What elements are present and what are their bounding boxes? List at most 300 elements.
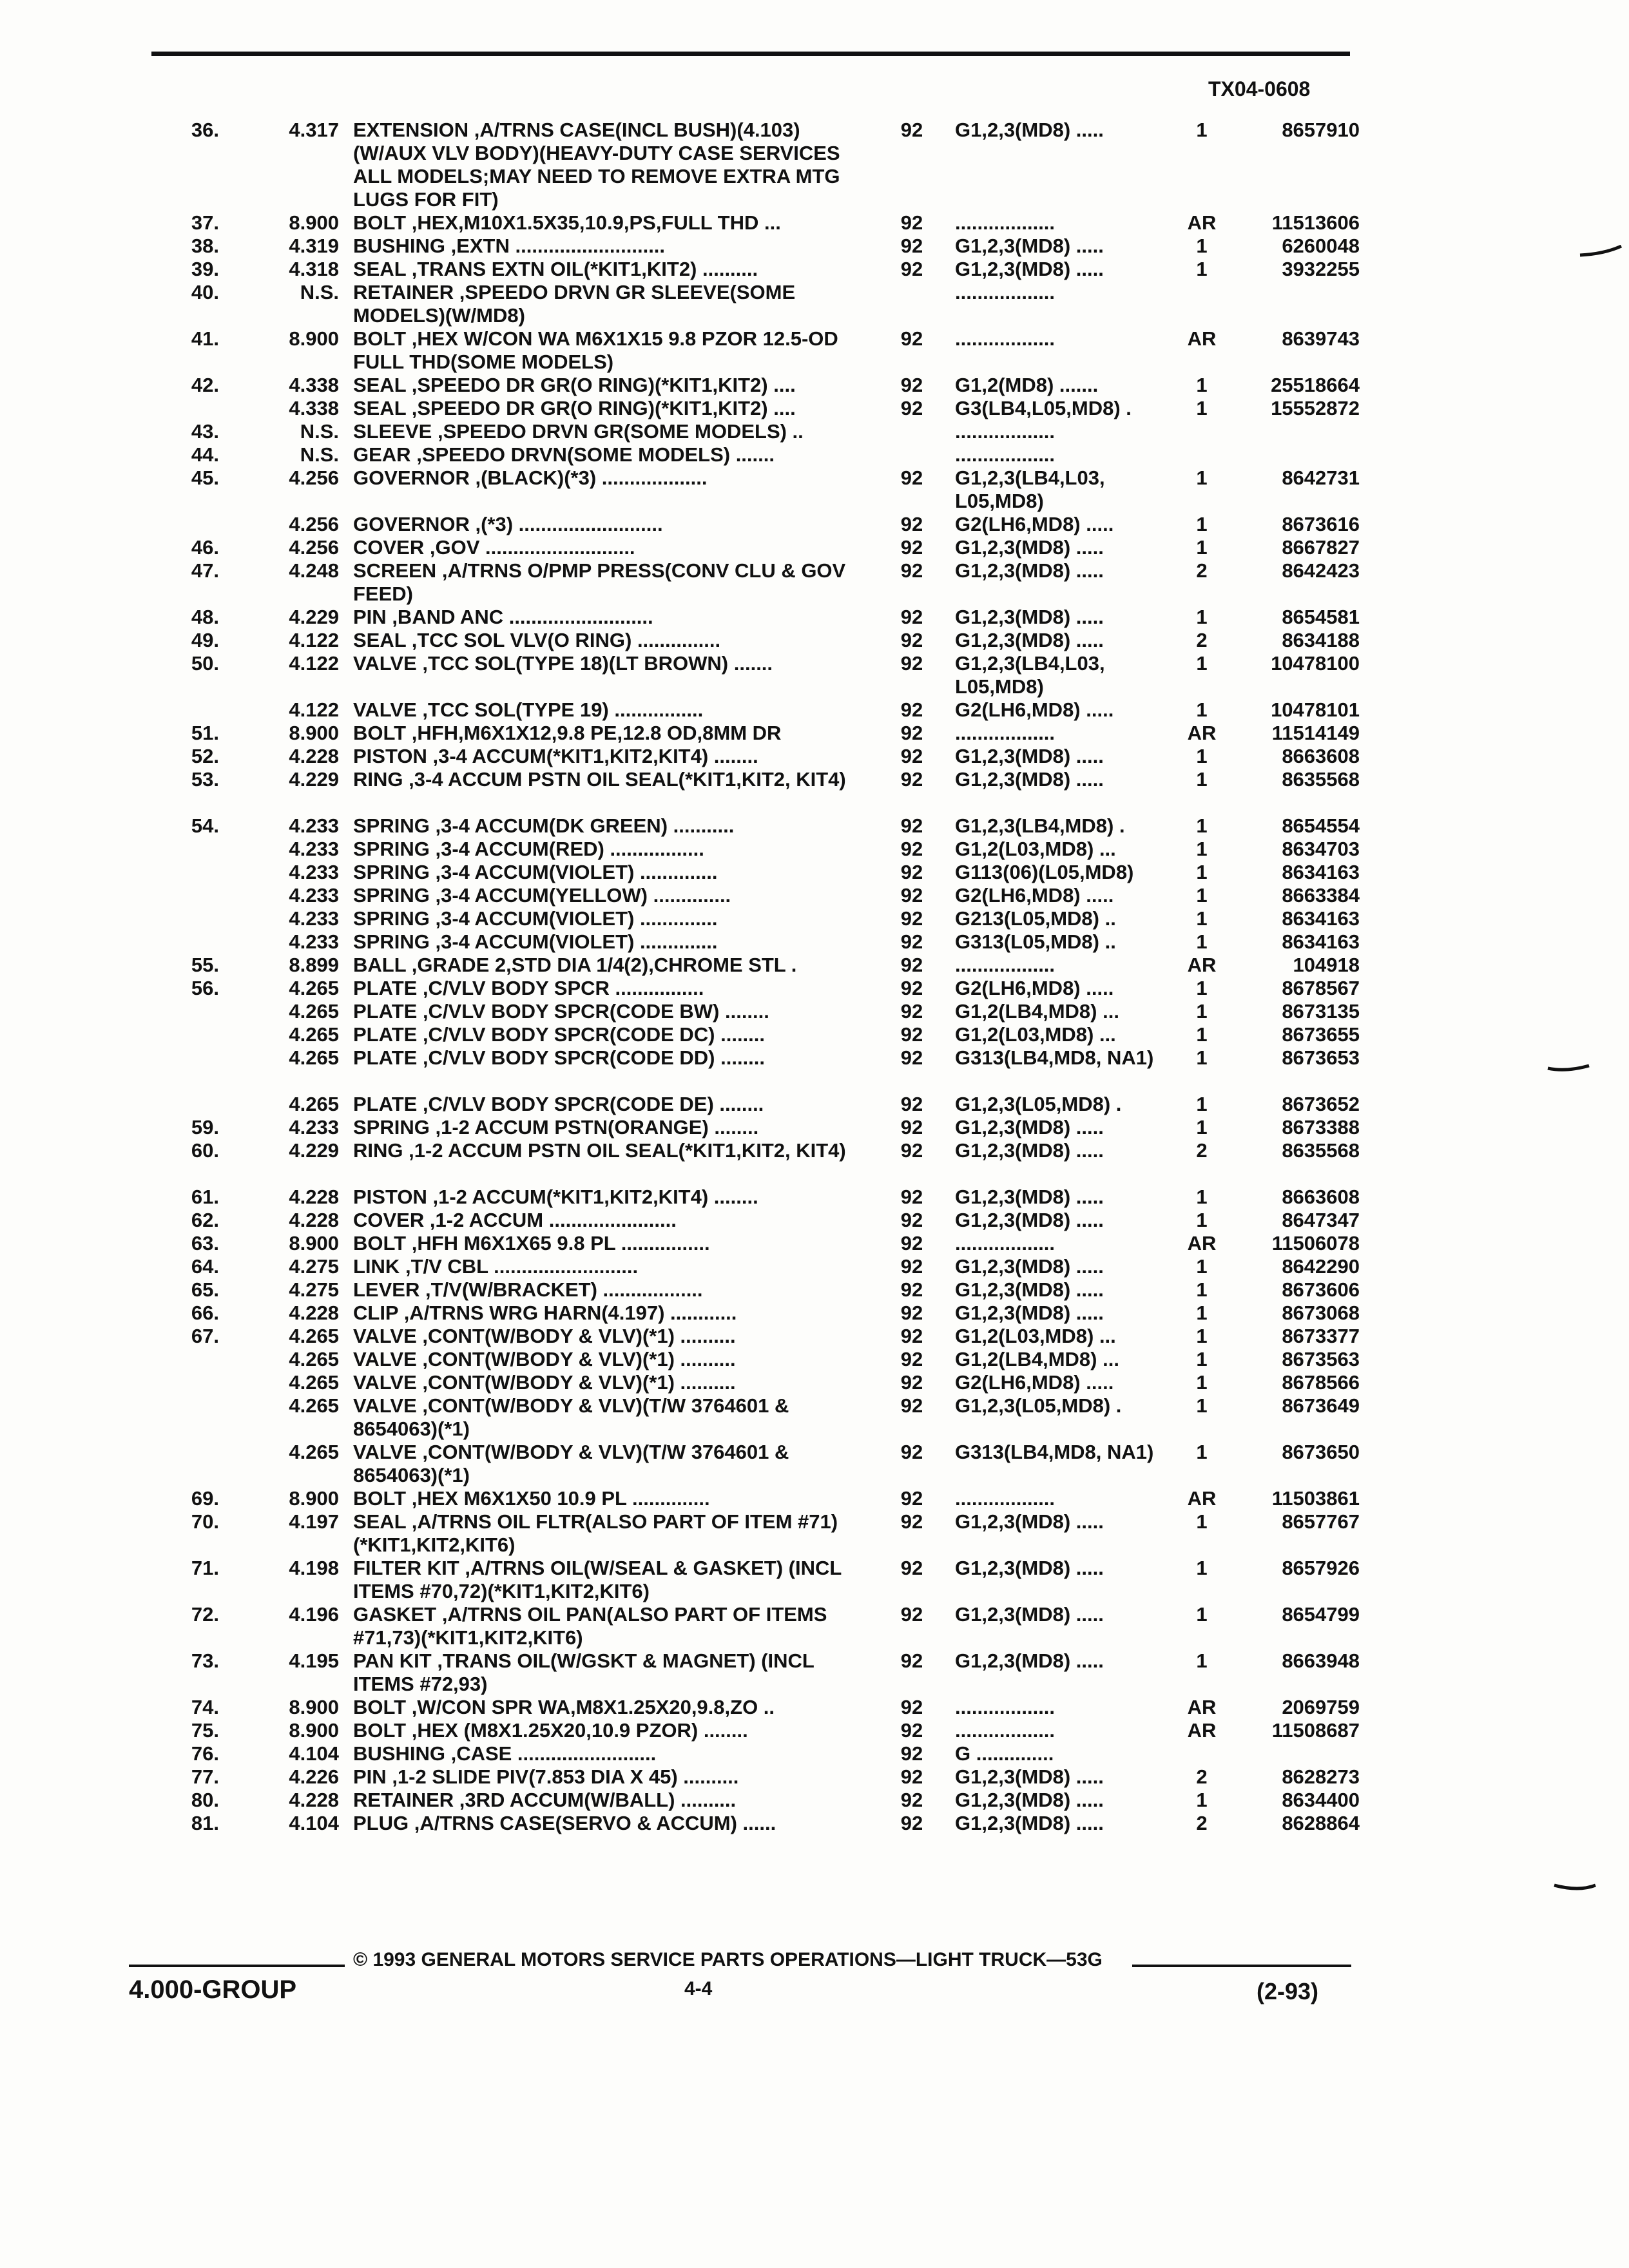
part-number: 8654554	[1282, 814, 1360, 837]
part-number: 8647347	[1282, 1209, 1360, 1231]
group-number: 4.265	[289, 1371, 339, 1394]
item-number: 42.	[191, 374, 219, 396]
part-number: 11513606	[1271, 211, 1360, 234]
model-year: 92	[900, 1649, 923, 1672]
quantity: 1	[1196, 745, 1208, 767]
part-description: ,3-4 ACCUM(RED) .................	[435, 838, 704, 860]
part-description: ,1-2 SLIDE PIV(7.853 DIA X 45) ..........	[392, 1765, 739, 1788]
part-description: ,3-4 ACCUM(*KIT1,KIT2,KIT4) ........	[432, 745, 758, 767]
quantity: 1	[1196, 861, 1208, 883]
group-number: 4.233	[289, 1116, 339, 1139]
table-row	[0, 1302, 1629, 1325]
description	[353, 1093, 869, 1116]
table-row	[0, 420, 1629, 443]
group-number: 4.256	[289, 466, 339, 489]
part-name: PIN	[353, 1765, 387, 1788]
part-name: SPRING	[353, 861, 430, 883]
model-year: 92	[900, 977, 923, 999]
part-name: BOLT	[353, 327, 407, 350]
item-number: 73.	[191, 1649, 219, 1672]
item-number: 51.	[191, 722, 219, 744]
description	[353, 536, 869, 559]
group-number: 4.233	[289, 884, 339, 907]
application: G1,2,3(MD8) .....	[955, 1603, 1104, 1626]
model-year: 92	[900, 1765, 923, 1788]
group-number: 4.318	[289, 258, 339, 280]
part-description: ,TCC SOL(TYPE 19) ................	[422, 698, 704, 721]
part-number: 8673135	[1282, 1000, 1360, 1023]
model-year: 92	[900, 698, 923, 721]
model-year: 92	[900, 861, 923, 883]
quantity: 1	[1196, 1603, 1208, 1626]
part-number: 8667827	[1282, 536, 1360, 559]
part-description: ,3-4 ACCUM(VIOLET) ..............	[435, 930, 718, 953]
part-description: ,HEX (M8X1.25X20,10.9 PZOR) ........	[411, 1719, 748, 1742]
description	[353, 1557, 869, 1603]
part-description: ,TCC SOL VLV(O RING) ...............	[411, 629, 721, 651]
application: G113(06)(L05,MD8)	[955, 861, 1134, 883]
model-year: 92	[900, 1255, 923, 1278]
description	[353, 698, 869, 722]
part-description: ,W/CON SPR WA,M8X1.25X20,9.8,ZO ..	[411, 1696, 775, 1718]
model-year: 92	[900, 1812, 923, 1834]
description	[353, 1209, 869, 1232]
part-name: BOLT	[353, 1487, 407, 1510]
part-description: ,(BLACK)(*3) ...................	[475, 466, 708, 489]
part-description: ,3-4 ACCUM PSTN OIL SEAL(*KIT1,KIT2, KIT4)	[409, 768, 846, 791]
description	[353, 420, 869, 443]
part-number: 8634163	[1282, 907, 1360, 930]
table-row	[0, 629, 1629, 652]
part-name: VALVE	[353, 1325, 417, 1347]
quantity: 1	[1196, 606, 1208, 628]
part-number: 11508687	[1271, 1719, 1360, 1742]
part-description: ,GRADE 2,STD DIA 1/4(2),CHROME STL .	[411, 954, 797, 976]
item-number: 70.	[191, 1510, 219, 1533]
model-year: 92	[900, 1278, 923, 1301]
application: G1,2(MD8) .......	[955, 374, 1099, 396]
item-number: 44.	[191, 443, 219, 466]
part-description: ,CONT(W/BODY & VLV)(T/W 3764601 & 8654063)(*1)	[353, 1394, 789, 1440]
description	[353, 745, 869, 768]
group-number: 4.229	[289, 768, 339, 791]
part-description: ,TCC SOL(TYPE 18)(LT BROWN) .......	[422, 652, 773, 675]
item-number: 65.	[191, 1278, 219, 1301]
quantity: 1	[1196, 1046, 1208, 1069]
part-name: SPRING	[353, 1116, 430, 1139]
part-name: PISTON	[353, 1186, 427, 1208]
part-description: ,BAND ANC ..........................	[392, 606, 653, 628]
table-row	[0, 211, 1629, 235]
description	[353, 1719, 869, 1742]
description	[353, 1232, 869, 1255]
description	[353, 327, 869, 374]
part-name: PLATE	[353, 1023, 418, 1046]
application: G1,2,3(MD8) .....	[955, 606, 1104, 628]
model-year: 92	[900, 1441, 923, 1463]
item-number: 71.	[191, 1557, 219, 1579]
part-number: 8673655	[1282, 1023, 1360, 1046]
group-number: 8.900	[289, 722, 339, 744]
quantity: AR	[1187, 1719, 1217, 1742]
part-description: ,HEX W/CON WA M6X1X15 9.8 PZOR 12.5-OD FULL THD(SOME MODELS)	[353, 327, 838, 373]
footer-group: 4.000-GROUP	[129, 1975, 297, 2004]
model-year: 92	[900, 559, 923, 582]
model-year: 92	[900, 397, 923, 419]
group-number: 4.319	[289, 235, 339, 257]
quantity: AR	[1187, 327, 1217, 350]
part-name: SLEEVE	[353, 420, 432, 443]
group-number: 4.256	[289, 536, 339, 559]
part-number: 8673649	[1282, 1394, 1360, 1417]
part-description: ,SPEEDO DR GR(O RING)(*KIT1,KIT2) ....	[411, 397, 796, 419]
table-row	[0, 397, 1629, 420]
part-number: 8657767	[1282, 1510, 1360, 1533]
part-name: BOLT	[353, 722, 407, 744]
table-row	[0, 722, 1629, 745]
quantity: AR	[1187, 1696, 1217, 1718]
part-number: 8673652	[1282, 1093, 1360, 1115]
part-name: SPRING	[353, 814, 430, 837]
part-number: 8678566	[1282, 1371, 1360, 1394]
table-row	[0, 1603, 1629, 1649]
quantity: 1	[1196, 1557, 1208, 1579]
group-number: 4.248	[289, 559, 339, 582]
group-number: 4.265	[289, 1000, 339, 1023]
description	[353, 1302, 869, 1325]
description	[353, 1603, 869, 1649]
model-year: 92	[900, 1487, 923, 1510]
group-number: 4.233	[289, 838, 339, 860]
application: G1,2,3(L05,MD8) .	[955, 1394, 1122, 1417]
group-number: 8.900	[289, 1696, 339, 1718]
part-description: ,T/V CBL ..........................	[405, 1255, 639, 1278]
item-number: 36.	[191, 119, 219, 141]
table-row	[0, 327, 1629, 374]
part-description: ,C/VLV BODY SPCR(CODE DD) ........	[422, 1046, 766, 1069]
group-number: 4.265	[289, 1325, 339, 1347]
group-number: 4.275	[289, 1255, 339, 1278]
quantity: 1	[1196, 1649, 1208, 1672]
table-row	[0, 930, 1629, 954]
group-number: 4.196	[289, 1603, 339, 1626]
table-row	[0, 1394, 1629, 1441]
part-number: 8663384	[1282, 884, 1360, 907]
group-number: 4.338	[289, 374, 339, 396]
model-year: 92	[900, 1232, 923, 1254]
table-row	[0, 1255, 1629, 1278]
application: G1,2,3(MD8) .....	[955, 1510, 1104, 1533]
part-name: SPRING	[353, 930, 430, 953]
application: G1,2,3(MD8) .....	[955, 1209, 1104, 1231]
quantity: AR	[1187, 1487, 1217, 1510]
footer-page-number: 4-4	[684, 1978, 713, 1999]
description	[353, 606, 869, 629]
application: G1,2,3(MD8) .....	[955, 629, 1104, 651]
quantity: 1	[1196, 374, 1208, 396]
item-number: 47.	[191, 559, 219, 582]
table-row	[0, 907, 1629, 930]
quantity: 1	[1196, 838, 1208, 860]
model-year: 92	[900, 327, 923, 350]
description	[353, 281, 869, 327]
part-description: ,A/TRNS WRG HARN(4.197) ............	[403, 1302, 737, 1324]
quantity: 1	[1196, 768, 1208, 791]
table-row	[0, 119, 1629, 211]
part-name: LEVER	[353, 1278, 420, 1301]
group-number: 4.228	[289, 1302, 339, 1324]
table-row	[0, 1557, 1629, 1603]
application: G1,2,3(MD8) .....	[955, 235, 1104, 257]
description	[353, 1348, 869, 1371]
part-description: ,A/TRNS CASE(SERVO & ACCUM) ......	[414, 1812, 776, 1834]
group-number: 4.265	[289, 1348, 339, 1370]
group-number: 8.900	[289, 1487, 339, 1510]
model-year: 92	[900, 1510, 923, 1533]
description	[353, 977, 869, 1000]
description	[353, 1325, 869, 1348]
table-row	[0, 1487, 1629, 1510]
part-description: ,A/TRNS CASE(INCL BUSH)(4.103) (W/AUX VLV BODY)(HEAVY-DUTY CASE SERVICES ALL MODELS;MAY NEED TO REMOVE EXTRA MTG LUGS FOR FIT)	[353, 119, 840, 211]
model-year: 92	[900, 930, 923, 953]
table-row	[0, 1232, 1629, 1255]
group-number: 4.228	[289, 1789, 339, 1811]
table-row	[0, 745, 1629, 768]
model-year: 92	[900, 652, 923, 675]
description	[353, 119, 869, 211]
model-year: 92	[900, 211, 923, 234]
part-name: BOLT	[353, 211, 407, 234]
quantity: 1	[1196, 1278, 1208, 1301]
description	[353, 1023, 869, 1046]
part-name: SEAL	[353, 374, 407, 396]
model-year: 92	[900, 513, 923, 535]
part-description: ,CONT(W/BODY & VLV)(*1) ..........	[422, 1325, 736, 1347]
part-number: 8673563	[1282, 1348, 1360, 1370]
description	[353, 1510, 869, 1557]
part-name: GEAR	[353, 443, 411, 466]
item-number: 37.	[191, 211, 219, 234]
application: G1,2,3(MD8) .....	[955, 1765, 1104, 1788]
application: G2(LH6,MD8) .....	[955, 513, 1114, 535]
application: G1,2,3(MD8) .....	[955, 1186, 1104, 1208]
group-number: 4.233	[289, 861, 339, 883]
part-description: ,HFH M6X1X65 9.8 PL ................	[411, 1232, 710, 1254]
model-year: 92	[900, 1302, 923, 1324]
model-year: 92	[900, 1046, 923, 1069]
application: G1,2,3(MD8) .....	[955, 1278, 1104, 1301]
group-number: 4.233	[289, 814, 339, 837]
group-number: 4.265	[289, 977, 339, 999]
item-number: 46.	[191, 536, 219, 559]
part-description: ,HEX,M10X1.5X35,10.9,PS,FULL THD ...	[411, 211, 781, 234]
application: G2(LH6,MD8) .....	[955, 884, 1114, 907]
application: G2(LH6,MD8) .....	[955, 698, 1114, 721]
item-number: 72.	[191, 1603, 219, 1626]
quantity: AR	[1187, 954, 1217, 976]
model-year: 92	[900, 1209, 923, 1231]
item-number: 45.	[191, 466, 219, 489]
application: ..................	[955, 1696, 1055, 1718]
application: G1,2,3(MD8) .....	[955, 1139, 1104, 1162]
part-name: PLATE	[353, 1000, 418, 1023]
part-description: ,3-4 ACCUM(YELLOW) ..............	[435, 884, 731, 907]
part-number: 8634188	[1282, 629, 1360, 651]
model-year: 92	[900, 258, 923, 280]
table-row	[0, 536, 1629, 559]
description	[353, 513, 869, 536]
description	[353, 814, 869, 838]
description	[353, 884, 869, 907]
group-number: 8.900	[289, 327, 339, 350]
description	[353, 235, 869, 258]
application: G313(LB4,MD8, NA1)	[955, 1441, 1154, 1463]
part-number: 8673650	[1282, 1441, 1360, 1463]
part-number: 8634400	[1282, 1789, 1360, 1811]
item-number: 49.	[191, 629, 219, 651]
part-description: ,A/TRNS OIL FLTR(ALSO PART OF ITEM #71)(*KIT1,KIT2,KIT6)	[353, 1510, 838, 1556]
item-number: 81.	[191, 1812, 219, 1834]
part-name: SPRING	[353, 838, 430, 860]
application: ..................	[955, 722, 1055, 744]
model-year: 92	[900, 629, 923, 651]
group-number: 4.122	[289, 698, 339, 721]
part-number: 3932255	[1282, 258, 1360, 280]
application: G1,2,3(MD8) .....	[955, 536, 1104, 559]
quantity: 1	[1196, 258, 1208, 280]
part-description: ,3-4 ACCUM(VIOLET) ..............	[435, 907, 718, 930]
margin-mark-icon	[1579, 245, 1624, 259]
description	[353, 1116, 869, 1139]
application: G1,2,3(LB4,L03, L05,MD8)	[955, 652, 1105, 698]
application: G1,2,3(LB4,L03, L05,MD8)	[955, 466, 1105, 512]
part-name: PLATE	[353, 977, 418, 999]
item-number: 64.	[191, 1255, 219, 1278]
part-name: SCREEN	[353, 559, 437, 582]
part-description: ,3-4 ACCUM(VIOLET) ..............	[435, 861, 718, 883]
part-description: ,SPEEDO DRVN GR(SOME MODELS) ..	[437, 420, 804, 443]
item-number: 75.	[191, 1719, 219, 1742]
application: ..................	[955, 281, 1055, 303]
quantity: 1	[1196, 1186, 1208, 1208]
model-year: 92	[900, 466, 923, 489]
group-number: 4.226	[289, 1765, 339, 1788]
quantity: 1	[1196, 1348, 1208, 1370]
part-name: SEAL	[353, 397, 407, 419]
application: G213(L05,MD8) ..	[955, 907, 1116, 930]
description	[353, 1046, 869, 1070]
item-number: 67.	[191, 1325, 219, 1347]
table-row	[0, 768, 1629, 814]
part-name: SPRING	[353, 884, 430, 907]
quantity: 2	[1196, 1765, 1208, 1788]
description	[353, 211, 869, 235]
quantity: 1	[1196, 1325, 1208, 1347]
model-year: 92	[900, 745, 923, 767]
table-row	[0, 1441, 1629, 1487]
part-name: BUSHING	[353, 235, 445, 257]
part-description: ,TRANS OIL(W/GSKT & MAGNET) (INCL ITEMS #72,93)	[353, 1649, 815, 1695]
model-year: 92	[900, 1789, 923, 1811]
group-number: 4.275	[289, 1278, 339, 1301]
description	[353, 1812, 869, 1835]
application: ..................	[955, 443, 1055, 466]
application: G1,2,3(MD8) .....	[955, 745, 1104, 767]
part-name: VALVE	[353, 1394, 417, 1417]
table-row	[0, 513, 1629, 536]
part-description: ,T/V(W/BRACKET) ..................	[425, 1278, 703, 1301]
description	[353, 1742, 869, 1765]
part-number: 8642731	[1282, 466, 1360, 489]
item-number: 50.	[191, 652, 219, 675]
description	[353, 1394, 869, 1441]
model-year: 92	[900, 536, 923, 559]
part-name: SPRING	[353, 907, 430, 930]
group-number: 8.899	[289, 954, 339, 976]
model-year: 92	[900, 1093, 923, 1115]
quantity: 1	[1196, 1371, 1208, 1394]
table-row	[0, 1649, 1629, 1696]
item-number: 60.	[191, 1139, 219, 1162]
part-name: VALVE	[353, 1348, 417, 1370]
part-description: ,SPEEDO DR GR(O RING)(*KIT1,KIT2) ....	[411, 374, 796, 396]
item-number: 39.	[191, 258, 219, 280]
application: G1,2(L03,MD8) ...	[955, 838, 1116, 860]
description	[353, 559, 869, 606]
table-row	[0, 559, 1629, 606]
model-year: 92	[900, 1325, 923, 1347]
description	[353, 1139, 869, 1162]
application: G1,2(LB4,MD8) ...	[955, 1348, 1119, 1370]
item-number: 77.	[191, 1765, 219, 1788]
part-name: SEAL	[353, 258, 407, 280]
application: G1,2,3(L05,MD8) .	[955, 1093, 1122, 1115]
part-description: ,1-2 ACCUM PSTN(ORANGE) ........	[435, 1116, 759, 1139]
quantity: 2	[1196, 1139, 1208, 1162]
table-row	[0, 1696, 1629, 1719]
quantity: 1	[1196, 1209, 1208, 1231]
part-name: PIN	[353, 606, 387, 628]
footer-rule-right	[1132, 1965, 1351, 1967]
table-row	[0, 884, 1629, 907]
part-number: 8673388	[1282, 1116, 1360, 1139]
description	[353, 1487, 869, 1510]
item-number: 66.	[191, 1302, 219, 1324]
part-number: 8663608	[1282, 1186, 1360, 1208]
part-name: SEAL	[353, 629, 407, 651]
part-name: RETAINER	[353, 1789, 454, 1811]
document-code: TX04-0608	[1208, 77, 1311, 101]
model-year: 92	[900, 1186, 923, 1208]
part-number: 8642423	[1282, 559, 1360, 582]
part-name: RING	[353, 1139, 403, 1162]
model-year: 92	[900, 1696, 923, 1718]
group-number: 4.228	[289, 1186, 339, 1208]
table-row	[0, 977, 1629, 1000]
item-number: 43.	[191, 420, 219, 443]
part-description: ,CONT(W/BODY & VLV)(*1) ..........	[422, 1348, 736, 1370]
part-name: SEAL	[353, 1510, 407, 1533]
group-number: N.S.	[300, 420, 339, 443]
table-row	[0, 838, 1629, 861]
table-row	[0, 1046, 1629, 1093]
application: ..................	[955, 211, 1055, 234]
part-name: PLATE	[353, 1046, 418, 1069]
item-number: 52.	[191, 745, 219, 767]
part-number: 6260048	[1282, 235, 1360, 257]
part-number: 8678567	[1282, 977, 1360, 999]
quantity: 1	[1196, 1302, 1208, 1324]
